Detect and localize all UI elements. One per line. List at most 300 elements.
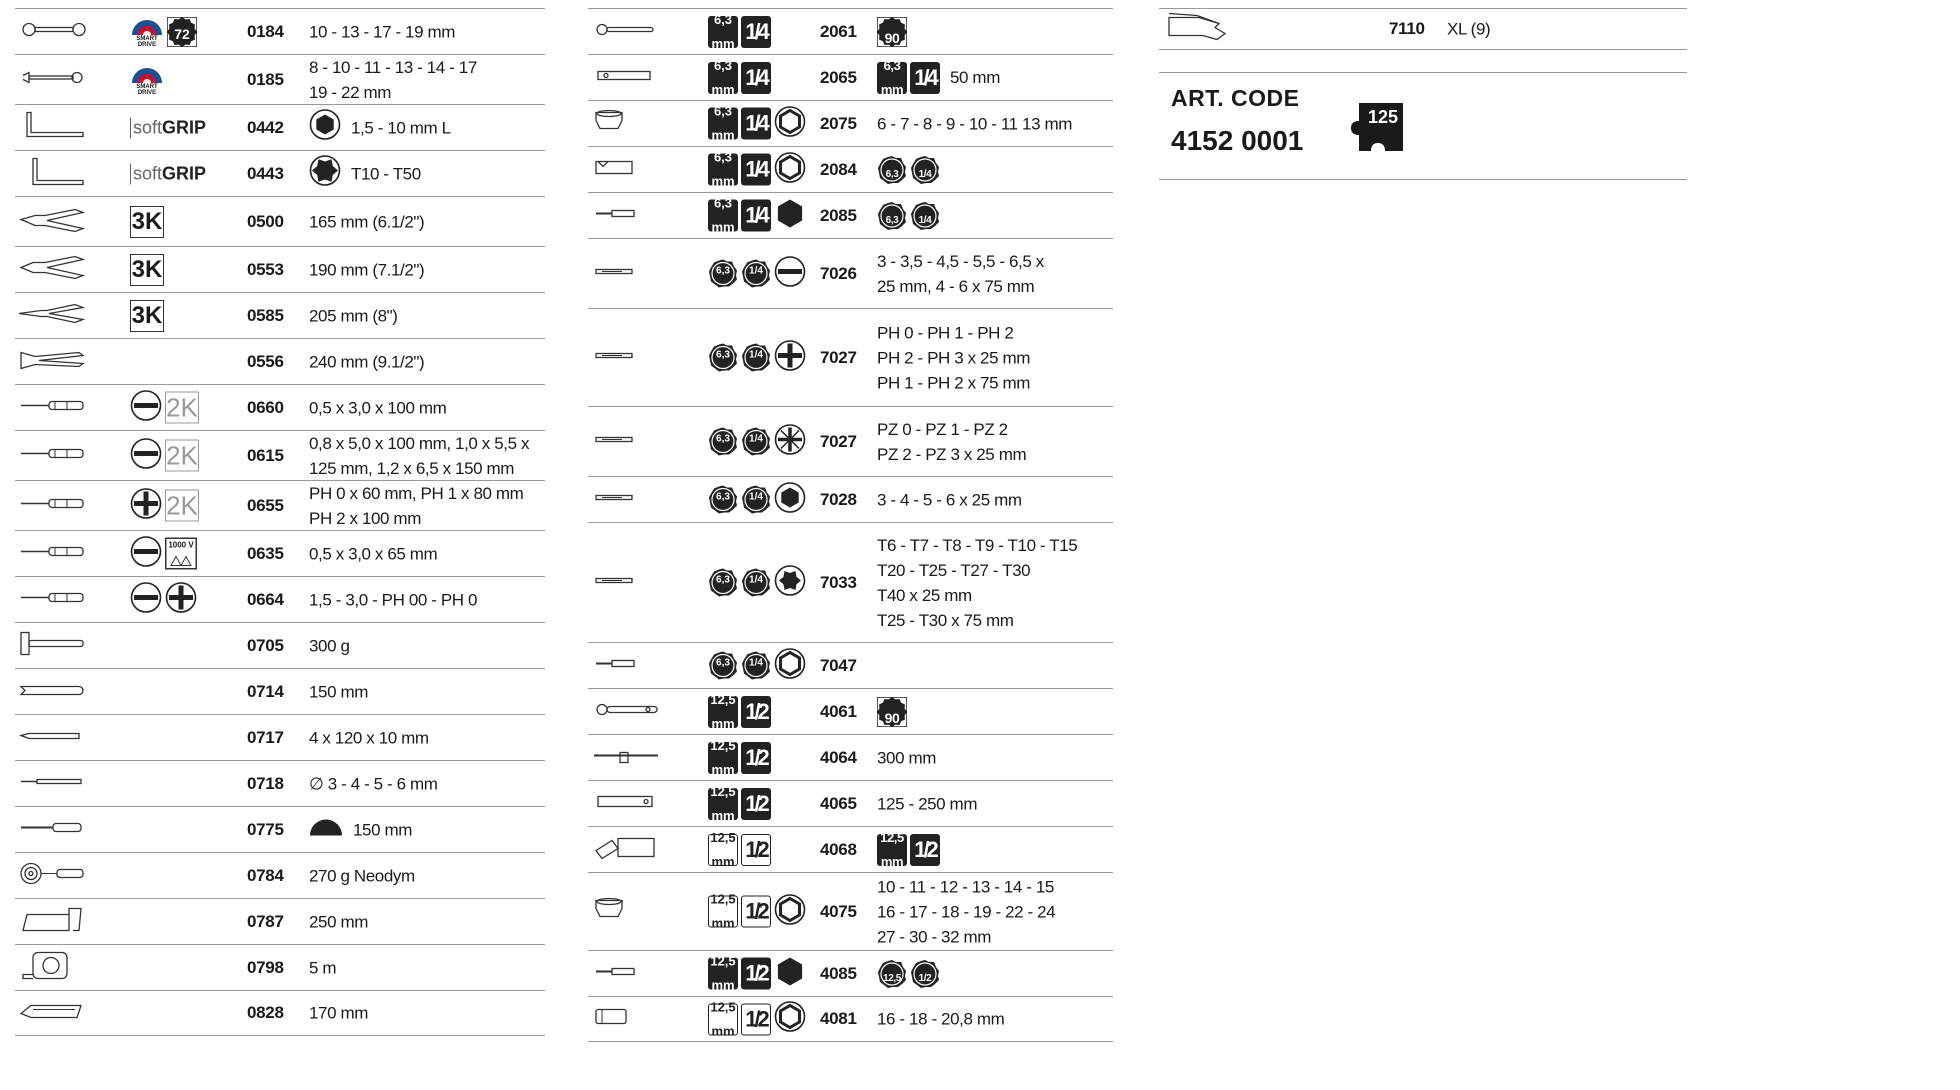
tool-description: [309, 209, 424, 234]
drive-unit: mm: [711, 807, 735, 823]
article-number: 0655: [247, 495, 284, 515]
tool-row: [588, 476, 1113, 522]
bit-quarter-inch-badge: [741, 568, 771, 598]
tool-list-column-1: [15, 8, 545, 1036]
voltage-text: 1000 V: [168, 540, 194, 550]
tool-description: [877, 320, 1030, 395]
half-inch-extension-icon: [592, 786, 662, 821]
article-number: 0615: [247, 445, 284, 465]
drive-unit: mm: [711, 915, 735, 931]
hex-socket-icon: [774, 893, 806, 930]
article-number: 4061: [820, 701, 857, 721]
bit-6-3mm-badge: [708, 651, 738, 681]
feature-badges: [130, 63, 164, 97]
feature-badges: [130, 163, 206, 184]
drive-size-number: 12,5: [710, 691, 736, 707]
desc-icons: [877, 959, 940, 989]
drive-half-inch-badge: [741, 834, 771, 866]
desc-icons: [877, 697, 907, 727]
tool-row: [588, 734, 1113, 780]
tool-row: [588, 826, 1113, 872]
phillips-tip-icon: [774, 339, 806, 376]
bit-6-3mm-badge: [877, 201, 907, 231]
drive-12-5mm-badge: [708, 691, 738, 731]
article-number: 0664: [247, 589, 284, 609]
tool-description: [309, 725, 429, 750]
description-line: 125 mm, 1,2 x 6,5 x 150 mm: [309, 458, 515, 478]
slotted-tip-icon: [130, 389, 162, 426]
chisel-icon: [19, 674, 89, 709]
phillips-tip-icon: [165, 581, 197, 618]
description-line: PZ 2 - PZ 3 x 25 mm: [877, 444, 1027, 464]
description-line: 3 - 4 - 5 - 6 x 25 mm: [877, 490, 1022, 509]
screwdriver-bit-icon: [592, 565, 662, 600]
drive-unit: mm: [711, 173, 735, 189]
description-line: 205 mm (8"): [309, 306, 398, 325]
bit-6-3mm-badge: [708, 427, 738, 457]
drive-half-inch-badge: [741, 742, 771, 774]
drive-fraction-text: 1/4: [745, 156, 767, 182]
drive-fraction-text: 1/4: [745, 64, 767, 90]
description-line: 8 - 10 - 11 - 13 - 14 - 17: [309, 57, 477, 77]
article-number: 0718: [247, 773, 284, 793]
description-lines: [309, 481, 523, 531]
description-lines: [309, 679, 368, 704]
description-line: 190 mm (7.1/2"): [309, 260, 425, 279]
description-line: T6 - T7 - T8 - T9 - T10 - T15: [877, 535, 1078, 555]
screwdriver-bit-icon: [592, 424, 662, 459]
description-line: PH 2 - PH 3 x 25 mm: [877, 348, 1030, 367]
tool-row: [588, 996, 1113, 1042]
description-lines: [877, 320, 1030, 395]
drive-fraction-text: 1/2: [745, 960, 767, 986]
drive-12-5mm-badge: [708, 829, 738, 869]
tool-row: [15, 8, 545, 54]
desc-icons: [877, 17, 907, 47]
drive-half-inch-badge: [741, 1003, 771, 1035]
description-line: T25 - T30 x 75 mm: [877, 610, 1014, 630]
description-lines: [877, 249, 1044, 299]
drive-size-text: 6,3: [885, 168, 899, 180]
drive-size-text: 6,3: [885, 214, 899, 226]
description-lines: [309, 55, 477, 105]
drive-fraction-text: 1/2: [745, 698, 767, 724]
feature-badges: [708, 1001, 806, 1038]
description-line: 150 mm: [309, 682, 369, 701]
drive-unit: mm: [880, 853, 904, 869]
description-lines: [877, 874, 1055, 949]
drive-fraction-text: 1/2: [745, 898, 767, 924]
article-number: 7026: [820, 263, 857, 283]
bit-adapter-icon: [592, 956, 662, 991]
tool-description: [877, 417, 1026, 467]
tool-description: [309, 863, 415, 888]
desc-icons: [877, 57, 940, 97]
tooth-count-90-icon: [877, 697, 907, 727]
drive-size-text: 12,5: [883, 972, 901, 984]
tool-description: [309, 633, 350, 658]
screwdriver-bit-icon: [592, 256, 662, 291]
description-line: 300 g: [309, 636, 350, 655]
article-number: 2084: [820, 159, 857, 179]
description-lines: [351, 115, 451, 140]
tool-description: [877, 791, 977, 816]
long-nose-pliers-icon: [19, 298, 89, 333]
feature-badges: [708, 691, 771, 731]
description-line: 3 - 3,5 - 4,5 - 5,5 - 6,5 x: [877, 251, 1044, 271]
drive-size-text: 1/4: [749, 433, 763, 445]
drive-size-text: 6,3: [716, 491, 730, 503]
feature-badges: [708, 481, 806, 518]
tool-row: [588, 238, 1113, 308]
drive-6-3mm-badge: [877, 57, 907, 97]
drive-fraction-text: 1/2: [745, 836, 767, 862]
description-line: 0,5 x 3,0 x 100 mm: [309, 398, 447, 417]
tool-description: [309, 816, 412, 843]
description-lines: [309, 587, 477, 612]
description-line: PH 0 - PH 1 - PH 2: [877, 323, 1014, 342]
screwdriver-icon: [19, 390, 89, 425]
article-number: 7047: [820, 655, 857, 675]
bit-6-3mm-badge: [708, 568, 738, 598]
drive-size-number: 6,3: [713, 195, 733, 211]
description-lines: [309, 909, 368, 934]
softgrip-logo: [130, 117, 206, 138]
drive-half-inch-badge: [741, 788, 771, 820]
bit-adapter-icon: [592, 648, 662, 683]
drive-unit: mm: [711, 81, 735, 97]
article-number: 2061: [820, 21, 857, 41]
tool-row: [15, 576, 545, 622]
description-lines: [309, 541, 437, 566]
tool-row: [15, 760, 545, 806]
drive-fraction-text: 1/2: [745, 744, 767, 770]
drive-unit: mm: [880, 81, 904, 97]
feature-badges: [130, 389, 199, 426]
slotted-tip-icon: [130, 581, 162, 618]
softgrip-grip: GRIP: [162, 163, 207, 183]
drive-fraction-text: 1/4: [745, 18, 767, 44]
description-line: T40 x 25 mm: [877, 585, 972, 605]
tool-row: [15, 196, 545, 246]
diagonal-cutter-icon: [19, 252, 89, 287]
tool-description: [309, 909, 368, 934]
article-number: 4068: [820, 839, 857, 859]
hex-adapter-icon: [774, 955, 806, 992]
feature-badges: [708, 57, 771, 97]
article-number: 0184: [247, 21, 284, 41]
drive-6-3mm-badge: [708, 195, 738, 235]
description-lines: [877, 417, 1026, 467]
tool-row: [588, 642, 1113, 688]
description-lines: [877, 487, 1022, 512]
description-line: 25 mm, 4 - 6 x 75 mm: [877, 276, 1035, 296]
drive-size-text: 1/4: [918, 214, 932, 226]
drive-unit: mm: [711, 853, 735, 869]
bit-quarter-inch-badge: [741, 259, 771, 289]
torx-tip-icon: [774, 564, 806, 601]
feature-badges: [708, 647, 806, 684]
screwdriver-icon: [19, 582, 89, 617]
half-round-profile-icon: [309, 816, 343, 843]
bit-6-3mm-badge: [708, 343, 738, 373]
tool-row: [15, 990, 545, 1036]
description-line: PZ 0 - PZ 1 - PZ 2: [877, 419, 1008, 439]
tool-row: [588, 780, 1113, 826]
article-number: 0784: [247, 865, 284, 885]
vde-1000v-badge: [165, 538, 197, 570]
drive-size-number: 6,3: [713, 57, 733, 73]
two-component-grip-badge: 2K: [166, 440, 198, 470]
three-component-grip-badge: 3K: [130, 254, 164, 286]
slotted-tip-icon: [774, 255, 806, 292]
drive-fraction-text: 1/2: [914, 836, 936, 862]
drive-12-5mm-badge: [877, 829, 907, 869]
drive-size-number: 6,3: [713, 11, 733, 27]
pozidriv-tip-icon: [774, 423, 806, 460]
drive-unit: mm: [711, 219, 735, 235]
three-component-grip-badge: 3K: [130, 206, 164, 238]
description-line: PH 0 x 60 mm, PH 1 x 80 mm: [309, 483, 524, 503]
tool-description: [309, 587, 477, 612]
sliding-t-bar-icon: [592, 740, 662, 775]
description-lines: [877, 745, 936, 770]
tool-description: [309, 303, 398, 328]
description-line: 4 x 120 x 10 mm: [309, 728, 429, 747]
bit-quarter-inch-badge: [910, 201, 940, 231]
extension-bar-icon: [592, 60, 662, 95]
feature-badges: [130, 300, 164, 332]
article-number: 0442: [247, 117, 284, 137]
tool-row: [588, 950, 1113, 996]
tool-row: [588, 872, 1113, 950]
feature-badges: [130, 535, 197, 572]
feature-badges: [130, 487, 199, 524]
ratcheting-combination-wrench-icon: [19, 14, 89, 49]
hex-tip-icon: [774, 481, 806, 518]
center-punch-icon: [19, 720, 89, 755]
tool-row: [1159, 8, 1687, 50]
drive-size-number: 12,5: [710, 891, 736, 907]
tool-description: [877, 1007, 1004, 1032]
description-lines: [351, 161, 421, 186]
description-line: 10 - 11 - 12 - 13 - 14 - 15: [877, 877, 1054, 896]
art-code-number: 4152 0001: [1171, 125, 1304, 156]
drive-unit: mm: [711, 1023, 735, 1038]
article-number: 0556: [247, 351, 284, 371]
drive-size-text: 6,3: [716, 433, 730, 445]
piece-count: 125: [1367, 107, 1399, 127]
tool-description: [309, 19, 455, 44]
description-line: 16 - 18 - 20,8 mm: [877, 1009, 1005, 1029]
article-number: 4064: [820, 747, 857, 767]
torx-key-icon: [19, 156, 89, 191]
article-number: 7033: [820, 572, 857, 592]
tooth-count-text: 72: [174, 25, 190, 42]
description-lines: [309, 395, 446, 420]
tool-row: [15, 430, 545, 480]
bit-quarter-inch-badge: [741, 651, 771, 681]
desc-icons: [309, 154, 341, 193]
feature-badges: [708, 783, 771, 823]
bit-6-3mm-badge: [877, 155, 907, 185]
article-number: 0717: [247, 727, 284, 747]
smart-drive-text: SMART DRIVE: [136, 83, 158, 96]
article-number: 0660: [247, 397, 284, 417]
feature-badges: [708, 339, 806, 376]
article-number: 0585: [247, 305, 284, 325]
hammer-icon: [19, 628, 89, 663]
description-line: PH 1 - PH 2 x 75 mm: [877, 373, 1030, 392]
article-number: 2085: [820, 205, 857, 225]
tool-description: [877, 201, 940, 231]
description-line: 50 mm: [950, 68, 1000, 87]
tool-row: [15, 898, 545, 944]
drive-quarter-inch-badge: [910, 62, 940, 94]
bit-quarter-inch-badge: [741, 485, 771, 515]
screwdriver-bit-icon: [592, 340, 662, 375]
drive-fraction-text: 1/4: [914, 64, 936, 90]
tool-row: [588, 406, 1113, 476]
tool-row: [15, 54, 545, 104]
hex-adapter-icon: [774, 197, 806, 234]
drive-size-number: 12,5: [710, 829, 736, 845]
phillips-tip-icon: [130, 487, 162, 524]
drive-quarter-inch-badge: [741, 108, 771, 140]
tool-description: [309, 541, 437, 566]
bit-adapter-icon: [592, 198, 662, 233]
tool-description: [309, 395, 446, 420]
hex-key-icon: [19, 110, 89, 145]
article-number: 0185: [247, 69, 284, 89]
bit-6-3mm-badge: [708, 259, 738, 289]
tool-row: [15, 668, 545, 714]
feature-badges: [708, 893, 806, 930]
drive-size-text: 1/2: [918, 972, 932, 984]
description-lines: [309, 431, 529, 481]
drive-size-number: 12,5: [710, 953, 736, 969]
desc-icons: [877, 201, 940, 231]
drive-6-3mm-badge: [708, 103, 738, 143]
drive-fraction-text: 1/2: [745, 1006, 767, 1031]
description-lines: [877, 1007, 1004, 1032]
tool-description: [877, 155, 940, 185]
bit-quarter-inch-badge: [741, 427, 771, 457]
screwdriver-icon: [19, 536, 89, 571]
hex-socket-icon: [774, 1001, 806, 1038]
article-number: 0635: [247, 543, 284, 563]
quarter-inch-ratchet-icon: [592, 14, 662, 49]
drive-6-3mm-badge: [708, 149, 738, 189]
drive-12-5mm-badge: [708, 783, 738, 823]
description-line: 1,5 - 10 mm L: [351, 118, 451, 137]
drive-size-number: 6,3: [883, 57, 901, 73]
drive-size-number: 12,5: [710, 737, 736, 753]
feature-badges: [708, 151, 806, 188]
description-lines: [309, 955, 336, 980]
feature-badges: [130, 206, 164, 238]
socket-icon: [592, 894, 662, 929]
tool-row: [588, 8, 1113, 54]
tool-description: [309, 55, 477, 105]
drive-size-number: 12,5: [880, 829, 904, 845]
description-lines: [309, 209, 424, 234]
drive-quarter-inch-badge: [741, 62, 771, 94]
description-line: 125 - 250 mm: [877, 794, 978, 813]
description-line: 5 m: [309, 958, 337, 977]
drive-unit: mm: [711, 35, 735, 51]
tool-row: [15, 246, 545, 292]
drive-unit: mm: [711, 127, 735, 143]
drive-6-3mm-badge: [708, 11, 738, 51]
feature-badges: [708, 11, 771, 51]
tool-description: [309, 771, 438, 796]
article-number: 4081: [820, 1009, 857, 1028]
article-number: 7028: [820, 489, 857, 509]
two-component-grip-badge: 2K: [166, 490, 198, 520]
softgrip-grip: GRIP: [162, 117, 207, 137]
description-lines: [309, 633, 350, 658]
drive-quarter-inch-badge: [741, 16, 771, 48]
drive-12-5mm-badge: [708, 891, 738, 931]
description-line: 19 - 22 mm: [309, 82, 391, 102]
tool-description: [877, 57, 1000, 97]
description-line: 16 - 17 - 18 - 19 - 22 - 24: [877, 902, 1056, 921]
tool-list-column-2: [588, 8, 1113, 1042]
torx-tip-icon: [309, 154, 341, 193]
smart-drive-logo: [130, 15, 164, 49]
tool-description: [877, 874, 1055, 949]
description-line: PH 2 x 100 mm: [309, 508, 421, 528]
file-icon: [19, 812, 89, 847]
drive-size-number: 6,3: [713, 103, 733, 119]
work-gloves-icon: [1163, 12, 1233, 47]
desc-icons: [877, 829, 940, 869]
article-number: 4075: [820, 901, 857, 921]
article-number: 0798: [247, 957, 284, 977]
tool-row: [15, 384, 545, 430]
drive-size-text: 6,3: [716, 657, 730, 669]
hacksaw-icon: [19, 904, 89, 939]
tool-row: [588, 308, 1113, 406]
description-line: 10 - 13 - 17 - 19 mm: [309, 22, 456, 41]
drive-size-text: 1/4: [749, 491, 763, 503]
tool-row: [15, 480, 545, 530]
tooth-count-text: 90: [884, 29, 900, 46]
spark-plug-socket-icon: [592, 1002, 662, 1037]
smart-drive-logo: [130, 63, 164, 97]
drive-half-inch-badge: [910, 834, 940, 866]
article-number: 7110: [1389, 19, 1425, 38]
tool-description: [309, 154, 421, 193]
drive-unit: mm: [711, 715, 735, 731]
article-number: 2075: [820, 113, 857, 133]
tool-row: [15, 714, 545, 760]
puzzle-piece-count-icon: [1349, 97, 1409, 162]
drive-size-text: 1/4: [749, 574, 763, 586]
drive-size-number: 6,3: [713, 149, 733, 165]
article-number: 0787: [247, 911, 284, 931]
magnetic-pickup-tool-icon: [19, 858, 89, 893]
bit-quarter-inch-badge: [910, 155, 940, 185]
feature-badges: [708, 564, 806, 601]
smart-drive-text: SMART DRIVE: [136, 35, 158, 48]
socket-icon: [592, 106, 662, 141]
description-lines: [950, 65, 1000, 90]
tool-description: [877, 111, 1072, 136]
description-lines: [309, 349, 424, 374]
tool-description: [309, 955, 336, 980]
